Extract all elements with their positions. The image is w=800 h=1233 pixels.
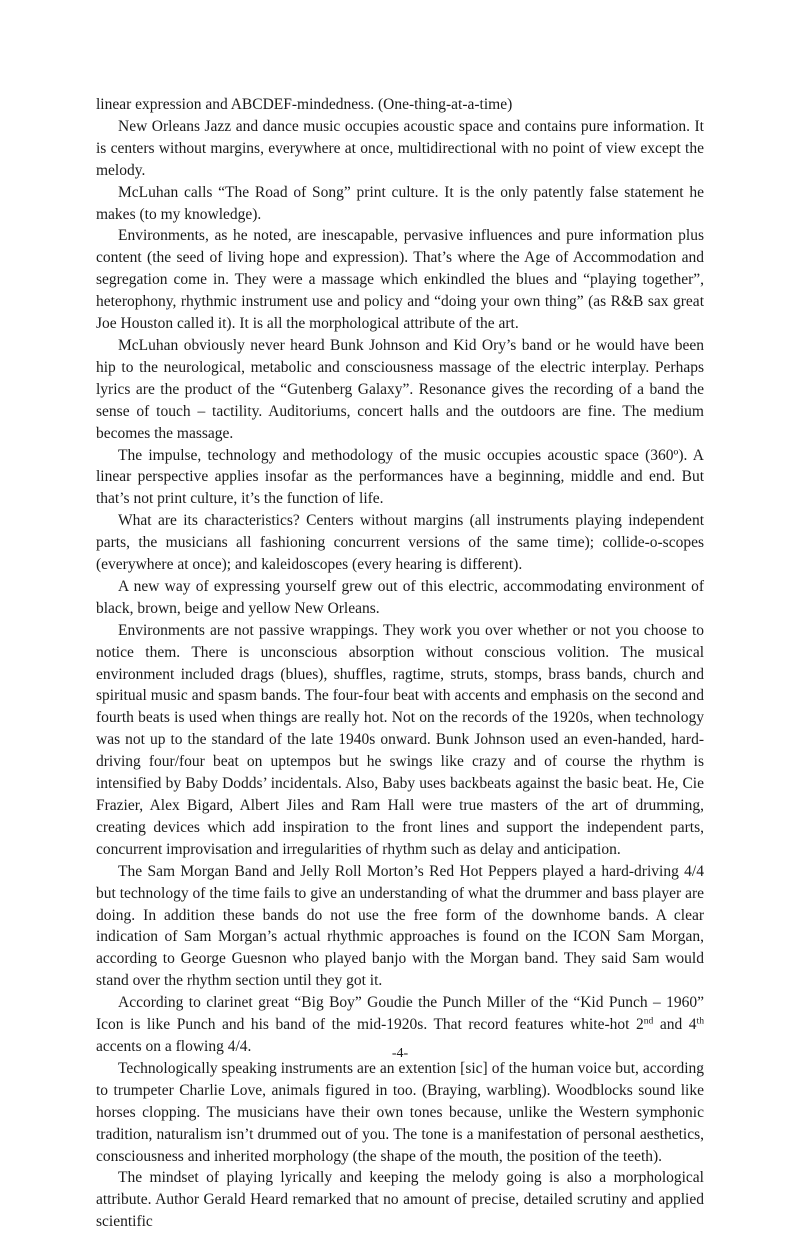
paragraph-12: Technologically speaking instruments are an extention [sic] of the human voice but, according to trumpeter Charlie Love, animals figured in too. (Braying, warbling). Woodblocks sound like horses clopping. The musicians have their own tones because, unlike the Western symphonic tradition, naturalism isn’t drummed out of you. The tone is a manifestation of personal aesthetics, consciousness and inherited morphology (the shape of the mouth, the position of the teeth). bbox=[96, 1059, 704, 1165]
paragraph-11-text: and 4 bbox=[653, 1016, 697, 1034]
body-text bbox=[96, 94, 704, 1233]
paragraph-6: The impulse, technology and methodology of the music occupies acoustic space (360º). A linear perspective applies insofar as the performances have a beginning, middle and end. But that’s not print culture, it’s the function of life. bbox=[96, 446, 704, 508]
paragraph-11-text: According to clarinet great “Big Boy” Goudie the Punch Miller of the “Kid Punch – 1960” Icon is like Punch and his band of the mid-1920s. That record features white-hot 2 bbox=[96, 994, 704, 1034]
paragraph-9: Environments are not passive wrappings. They work you over whether or not you choose to notice them. There is unconscious absorption without conscious volition. The musical environment included drags (blues), shuffles, ragtime, struts, stomps, brass bands, church and spiritual music and spasm bands. The four-four beat with accents and emphasis on the second and fourth beats is used when things are really hot. Not on the records of the 1920s, when technology was not up to the standard of the late 1940s onward. Bunk Johnson used an even-handed, hard-driving four/four beat on uptempos but he swings like crazy and of course the rhythm is intensified by Baby Dodds’ incidentals. Also, Baby uses backbeats against the basic beat. He, Cie Frazier, Alex Bigard, Albert Jiles and Ram Hall were true masters of the art of drumming, creating devices which add inspiration to the front lines and support the independent parts, concurrent improvisation and irregularities of rhythm such as delay and anticipation. bbox=[96, 621, 704, 858]
ordinal-suffix: nd bbox=[643, 1015, 654, 1027]
paragraph-2: New Orleans Jazz and dance music occupies acoustic space and contains pure information. It is centers without margins, everywhere at once, multidirectional with no point of view except the melody. bbox=[96, 117, 704, 179]
paragraph-5: McLuhan obviously never heard Bunk Johnson and Kid Ory’s band or he would have been hip to the neurological, metabolic and consciousness massage of the electric interplay. Perhaps lyrics are the product of the “Gutenberg Galaxy”. Resonance gives the recording of a band the sense of touch – tactility. Auditoriums, concert halls and the outdoors are fine. The medium becomes the massage. bbox=[96, 336, 704, 442]
paragraph-11-text: accents on a flowing 4/4. bbox=[96, 1037, 252, 1055]
paragraph-4: Environments, as he noted, are inescapable, pervasive influences and pure information plus content (the seed of living hope and expression). That’s where the Age of Accommodation and segregation come in. They were a massage which enkindled the blues and “playing together”, heterophony, rhythmic instrument use and policy and “doing your own thing” (as R&B sax great Joe Houston called it). It is all the morphological attribute of the art. bbox=[96, 227, 704, 333]
paragraph-13: The mindset of playing lyrically and keeping the melody going is also a morphological attribute. Author Gerald Heard remarked that no amount of precise, detailed scrutiny and applied scientific bbox=[96, 1169, 704, 1231]
paragraph-8: A new way of expressing yourself grew out of this electric, accommodating environment of black, brown, beige and yellow New Orleans. bbox=[96, 577, 704, 617]
paragraph-7: What are its characteristics? Centers without margins (all instruments playing independent parts, the musicians all fashioning concurrent versions of the same time); collide-o-scopes (everywhere at once); and kaleidoscopes (every hearing is different). bbox=[96, 512, 704, 574]
page-number: -4- bbox=[391, 1046, 409, 1061]
paragraph-3: McLuhan calls “The Road of Song” print culture. It is the only patently false statement he makes (to my knowledge). bbox=[96, 183, 704, 223]
paragraph-10: The Sam Morgan Band and Jelly Roll Morton’s Red Hot Peppers played a hard-driving 4/4 but technology of the time fails to give an understanding of what the drummer and bass player are doing. In addition these bands do not use the free form of the downhome bands. A clear indication of Sam Morgan’s actual rhythmic approaches is found on the ICON Sam Morgan, according to George Guesnon who played banjo with the Morgan band. They said Sam would stand over the rhythm section until they got it. bbox=[96, 862, 704, 990]
paragraph-1: linear expression and ABCDEF-mindedness. (One-thing-at-a-time) bbox=[96, 96, 513, 113]
ordinal-suffix: th bbox=[696, 1015, 704, 1027]
